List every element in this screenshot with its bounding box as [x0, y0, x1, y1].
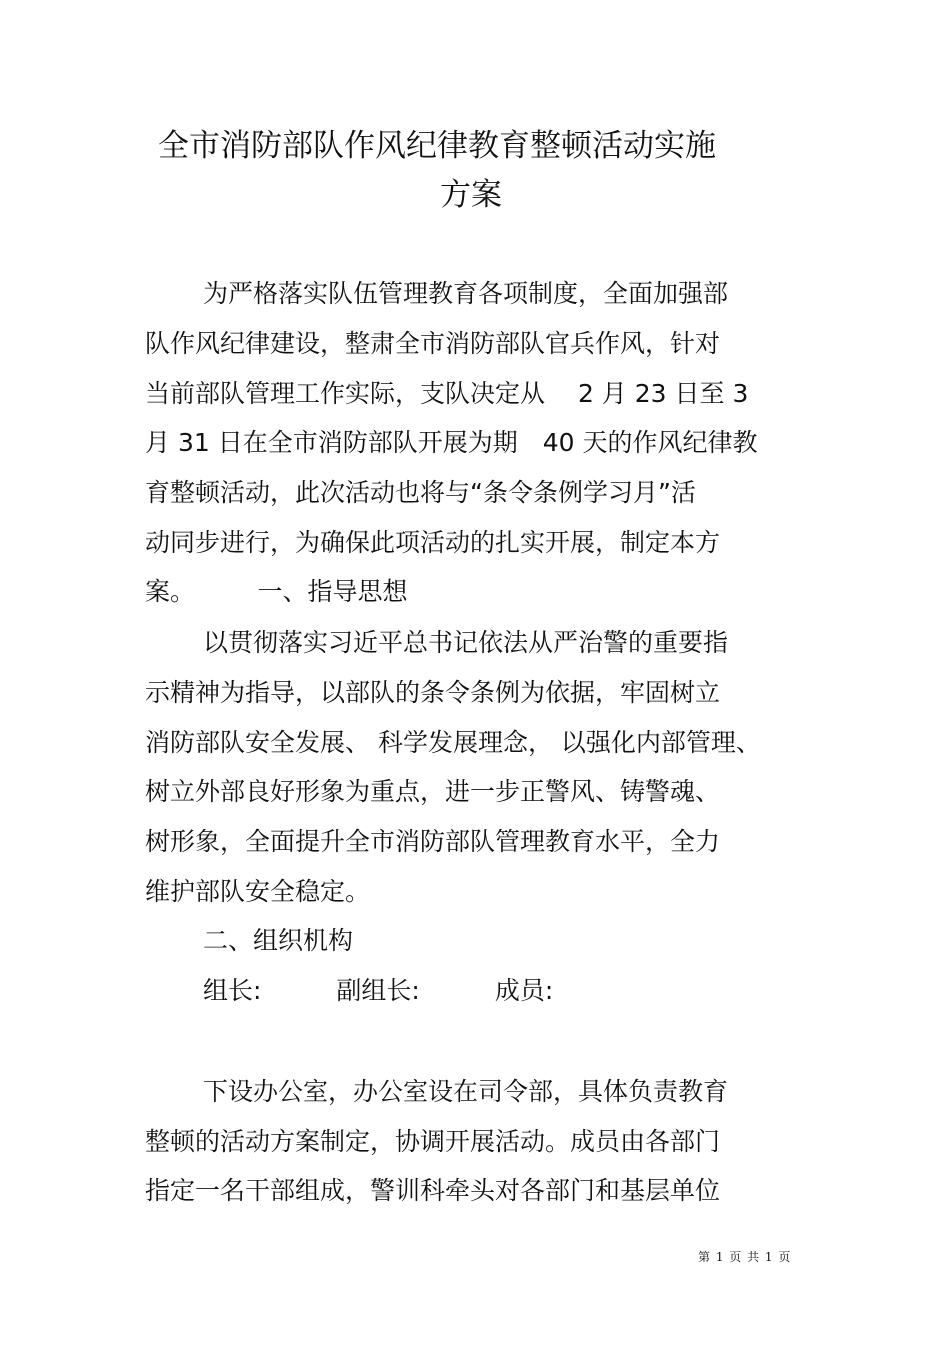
- body-line: 下设办公室，办公室设在司令部，具体负责教育: [203, 1077, 729, 1106]
- body-line: 示精神为指导，以部队的条令条例为依据，牢固树立: [145, 678, 721, 707]
- body-line: 消防部队安全发展、 科学发展理念， 以强化内部管理、: [145, 728, 761, 757]
- section-heading: 二、组织机构: [203, 926, 354, 955]
- page-number-footer: 第 1 页 共 1 页: [698, 1250, 792, 1264]
- document-title-line-1: 全市消防部队作风纪律教育整顿活动实施: [158, 128, 716, 164]
- body-line: 队作风纪律建设，整肃全市消防部队官兵作风，针对: [145, 329, 721, 358]
- body-line: 树形象，全面提升全市消防部队管理教育水平，全力: [145, 827, 721, 856]
- body-line: 以贯彻落实习近平总书记依法从严治警的重要指: [203, 628, 729, 657]
- document-title-line-2: 方案: [440, 177, 502, 213]
- body-line: 月 31 日在全市消防部队开展为期 40 天的作风纪律教: [145, 428, 758, 457]
- section-heading-line: 案。 一、指导思想: [145, 577, 408, 606]
- body-line: 为严格落实队伍管理教育各项制度，全面加强部: [203, 279, 729, 308]
- body-line: 育整顿活动，此次活动也将与“条令条例学习月”活: [145, 478, 696, 507]
- body-line: 树立外部良好形象为重点，进一步正警风、铸警魂、: [145, 777, 721, 806]
- body-line: 整顿的活动方案制定，协调开展活动。成员由各部门: [145, 1127, 721, 1156]
- body-line: 动同步进行，为确保此项活动的扎实开展，制定本方: [145, 528, 721, 557]
- body-line: 维护部队安全稳定。: [145, 877, 371, 906]
- body-line: 当前部队管理工作实际，支队决定从 2 月 23 日至 3: [145, 379, 749, 408]
- organization-members-line: 组长: 副组长: 成员:: [203, 976, 554, 1005]
- body-line: 指定一名干部组成，警训科牵头对各部门和基层单位: [145, 1176, 721, 1205]
